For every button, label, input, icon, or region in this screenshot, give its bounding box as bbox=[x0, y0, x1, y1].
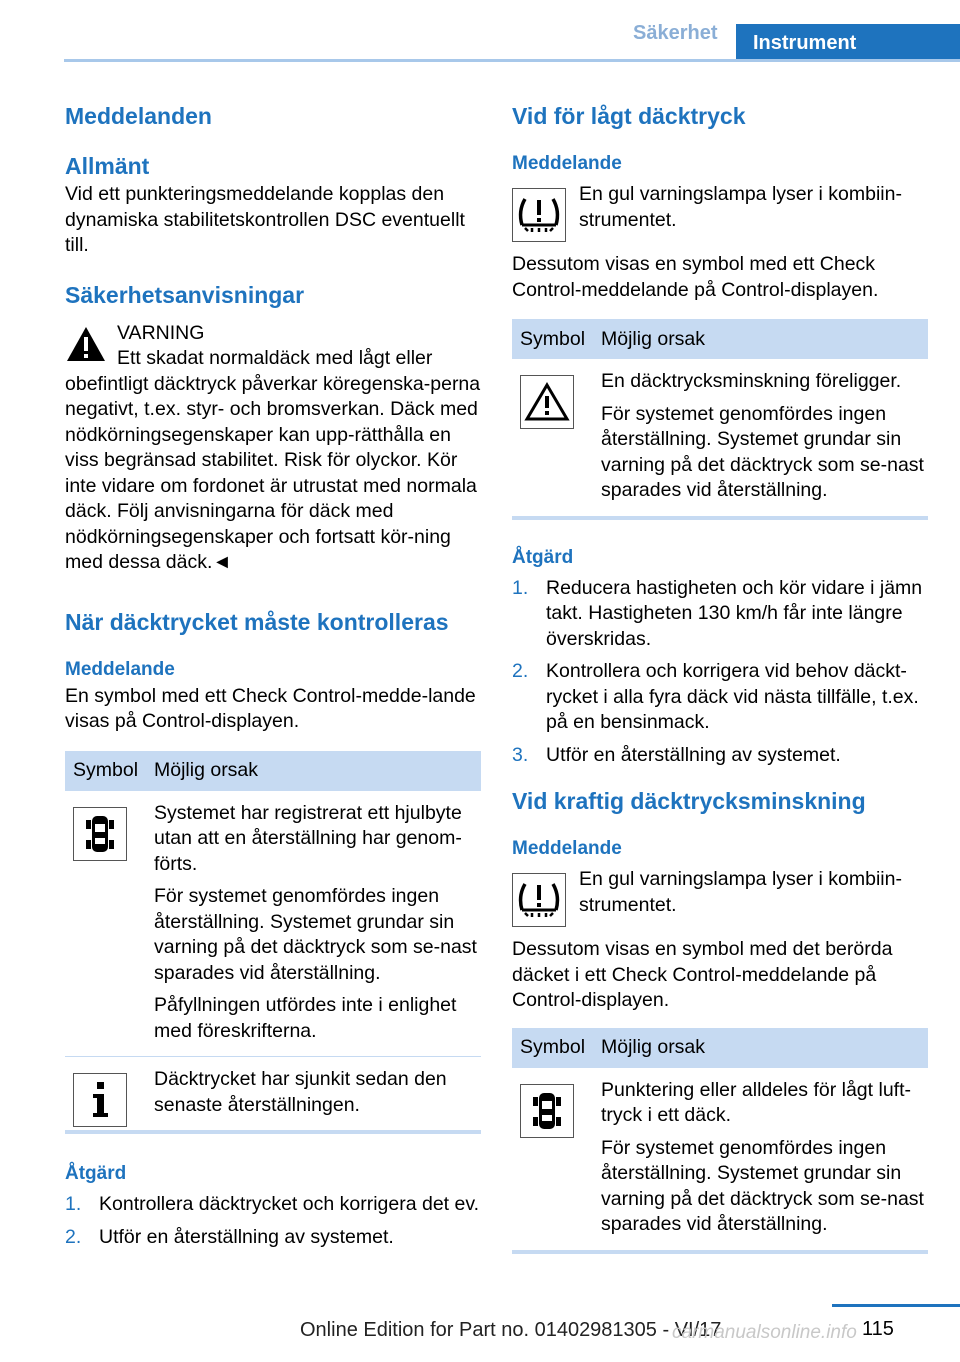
info-icon bbox=[73, 1073, 127, 1127]
strong-drop-heading: Vid kraftig däcktrycksminskning bbox=[512, 788, 866, 814]
message-heading: Meddelande bbox=[65, 658, 175, 680]
symbol-table bbox=[65, 751, 481, 1131]
edition-text: Online Edition for Part no. 01402981305 - VI/17 bbox=[300, 1319, 722, 1341]
page-number: 115 bbox=[862, 1318, 894, 1340]
message-heading: Meddelande bbox=[512, 153, 622, 174]
warning-triangle-icon bbox=[520, 375, 574, 429]
cause-text: Systemet har registrerat ett hjulbyte utan att en återställning har genom-förts. bbox=[154, 801, 462, 875]
table-row bbox=[65, 791, 481, 1057]
col-cause: Möjlig orsak bbox=[593, 1028, 928, 1068]
cause-text: För systemet genomfördes ingen återställning. Systemet grundar sin varning på det däcktryck som se-nast sparades vid återställning. bbox=[601, 1136, 924, 1235]
footer-rule bbox=[832, 1304, 960, 1307]
safety-heading: Säkerhetsanvisningar bbox=[65, 281, 305, 308]
warning-triangle-icon bbox=[65, 325, 107, 363]
table-row bbox=[512, 1068, 928, 1250]
section-tab[interactable]: Säkerhet bbox=[633, 22, 718, 44]
cause-text: För systemet genomfördes ingen återställning. Systemet grundar sin varning på det däcktryck som se-nast sparades vid återställning. bbox=[601, 402, 924, 501]
action-heading: Åtgärd bbox=[65, 1163, 127, 1184]
table-row bbox=[65, 1057, 481, 1131]
col-symbol: Symbol bbox=[512, 1028, 593, 1068]
warning-label: VARNING bbox=[117, 321, 205, 344]
col-cause: Möjlig orsak bbox=[593, 319, 928, 359]
tyre-warning-lamp-icon bbox=[512, 873, 566, 927]
also-text: Dessutom visas en symbol med ett Check Control-meddelande på Control-displayen. bbox=[512, 253, 879, 301]
lamp-message bbox=[512, 182, 928, 242]
lamp-text: En gul varningslampa lyser i kombiin-strumentet. bbox=[579, 868, 902, 916]
table-row bbox=[512, 359, 928, 516]
table-header bbox=[512, 319, 928, 359]
check-heading: När däcktrycket måste kontrolleras bbox=[65, 608, 449, 635]
col-cause: Möjlig orsak bbox=[146, 751, 481, 791]
cause-text: En däcktrycksminskning föreligger. bbox=[601, 370, 902, 392]
table-header bbox=[65, 751, 481, 791]
right-column bbox=[512, 100, 928, 1254]
message-text: En symbol med ett Check Control-medde-lande visas på Control-displayen. bbox=[65, 684, 476, 732]
list-item: 2. Utför en återställning av systemet. bbox=[65, 1225, 394, 1248]
page-header bbox=[0, 0, 960, 62]
list-item: 1. Kontrollera däcktrycket och korrigera det ev. bbox=[65, 1193, 480, 1215]
action-steps bbox=[512, 576, 928, 769]
left-column bbox=[65, 100, 481, 1257]
car-tyre-icon bbox=[73, 807, 127, 861]
tyre-warning-lamp-icon bbox=[512, 188, 566, 242]
warning-text: Ett skadat normaldäck med lågt eller obefintligt däcktryck påverkar köregenska-perna negativt, t.ex. styr- och bromsverkan. Däck med nödkörningsegenskaper kan upp-rätthålla en viss begränsad stabilitet. Risk för olyckor. Kör inte vidare om fordonet är utrustat med normala däck. Följ anvisningarna för däck med nödkörningsegenskaper och fortsatt kör-ning med dessa däck.◄ bbox=[65, 347, 481, 573]
symbol-table bbox=[512, 1028, 928, 1250]
page-title: Meddelanden bbox=[65, 103, 212, 129]
general-heading: Allmänt bbox=[65, 153, 150, 179]
col-symbol: Symbol bbox=[65, 751, 146, 791]
cause-text: Punktering eller alldeles för lågt luft-tryck i ett däck. bbox=[601, 1078, 911, 1126]
symbol-table bbox=[512, 319, 928, 516]
action-heading: Åtgärd bbox=[512, 546, 574, 568]
cause-text: Däcktrycket har sjunkit sedan den senaste återställningen. bbox=[154, 1068, 447, 1116]
list-item: 1. Reducera hastigheten och kör vidare i jämn takt. Hastigheten 130 km/h får inte längre överskridas. bbox=[512, 576, 923, 650]
table-header bbox=[512, 1028, 928, 1068]
table-end-rule bbox=[512, 1250, 928, 1254]
list-item: 3. Utför en återställning av systemet. bbox=[512, 743, 841, 766]
watermark: carmanualsonline.info bbox=[672, 1322, 857, 1343]
car-tyre-icon bbox=[520, 1084, 574, 1138]
lamp-message bbox=[512, 867, 928, 927]
col-symbol: Symbol bbox=[512, 319, 593, 359]
header-rule bbox=[64, 59, 960, 62]
low-pressure-heading: Vid för lågt däcktryck bbox=[512, 103, 746, 129]
general-text: Vid ett punkteringsmeddelande kopplas den dynamiska stabilitetskontrollen DSC eventuellt till. bbox=[65, 183, 465, 256]
cause-text: För systemet genomfördes ingen återställning. Systemet grundar sin varning på det däcktryck som se-nast sparades vid återställning. bbox=[154, 885, 477, 984]
list-item: 2. Kontrollera och korrigera vid behov däckt-rycket i alla fyra däck vid nästa tillfälle, t.ex. på en bensinmack. bbox=[512, 660, 919, 733]
also-text: Dessutom visas en symbol med det berörda däcket i ett Check Control-meddelande på Control-displayen. bbox=[512, 938, 893, 1011]
active-tab[interactable]: Instrument bbox=[736, 24, 960, 62]
message-heading: Meddelande bbox=[512, 838, 622, 859]
lamp-text: En gul varningslampa lyser i kombiin-strumentet. bbox=[579, 183, 902, 231]
action-steps bbox=[65, 1192, 481, 1250]
warning-block bbox=[65, 321, 481, 576]
cause-text: Påfyllningen utfördes inte i enlighet med föreskrifterna. bbox=[154, 994, 457, 1042]
